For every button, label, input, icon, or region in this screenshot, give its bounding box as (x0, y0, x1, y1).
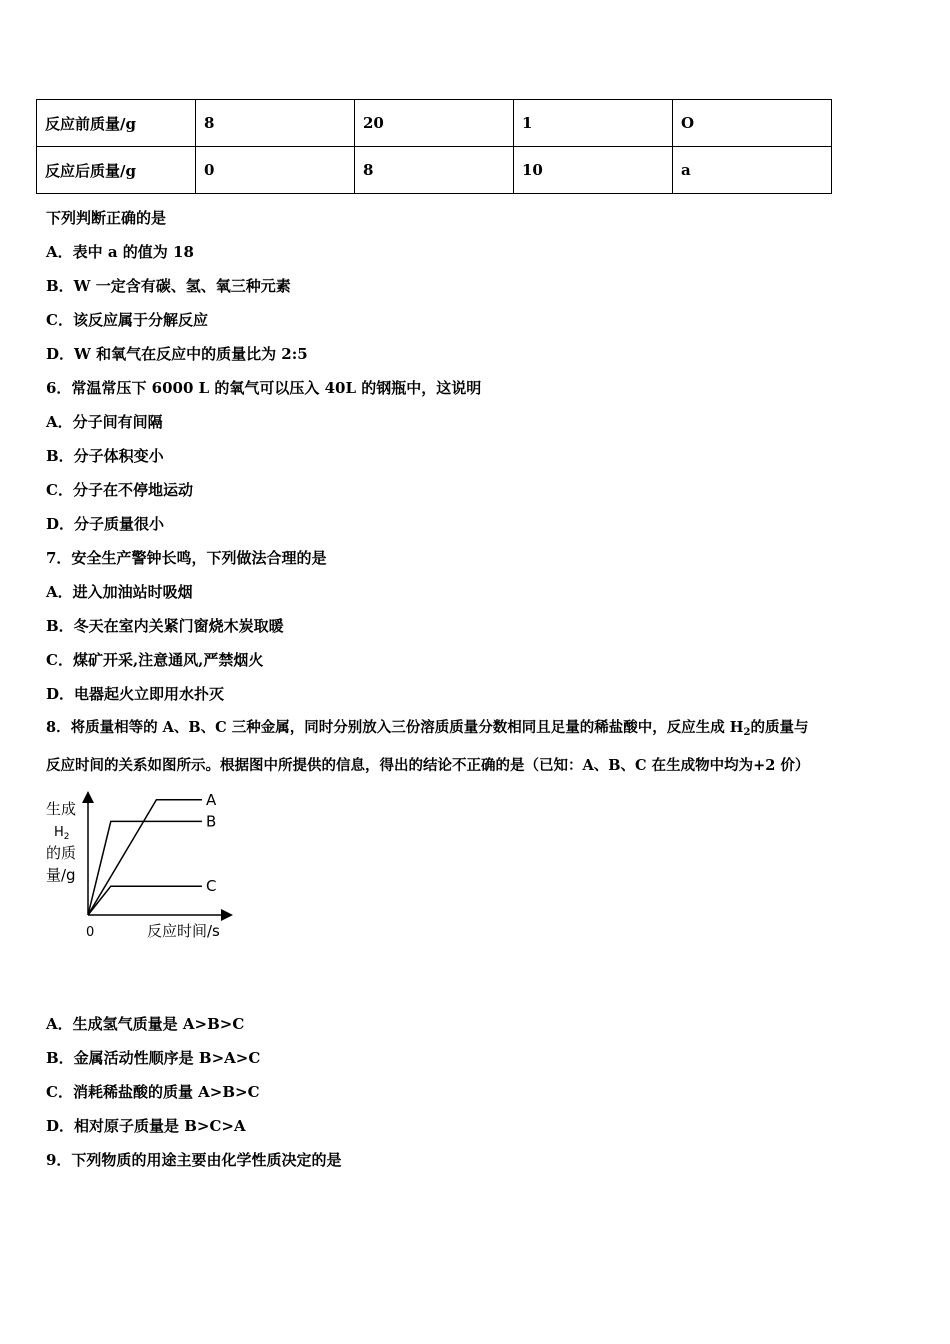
y-axis-label-h: H (54, 825, 64, 840)
series-label-c: C (206, 877, 217, 896)
x-axis-label: 反应时间/s (147, 922, 220, 940)
q5-stem: 下列判断正确的是 (46, 209, 167, 227)
q6-stem: 6．常温常压下 6000 L 的氧气可以压入 40L 的钢瓶中，这说明 (46, 379, 482, 397)
q5-option-c: C．该反应属于分解反应 (46, 311, 208, 329)
q7-stem: 7．安全生产警钟长鸣，下列做法合理的是 (46, 549, 327, 567)
q7-option-b: B．冬天在室内关紧门窗烧木炭取暖 (46, 617, 284, 635)
q6-option-c: C．分子在不停地运动 (46, 481, 193, 499)
y-axis-label-line4: 量/g (46, 866, 76, 884)
series-line-a (88, 800, 202, 915)
q5-option-d: D．W 和氧气在反应中的质量比为 2:5 (46, 345, 308, 363)
table-row (37, 100, 832, 147)
q7-option-a: A．进入加油站时吸烟 (46, 583, 193, 601)
q8-stem-sub: 2 (743, 727, 751, 738)
series-label-a: A (206, 790, 217, 809)
q7-option-d: D．电器起火立即用水扑灭 (46, 685, 225, 703)
q8-stem-part2: 的质量与 (750, 719, 809, 736)
q8-stem (46, 718, 808, 738)
table-cell: O (673, 100, 832, 147)
q9-stem: 9．下列物质的用途主要由化学性质决定的是 (46, 1151, 342, 1169)
table-cell: 8 (355, 147, 514, 194)
series-line-b (88, 821, 202, 915)
series-label-b: B (206, 812, 217, 831)
table-cell: a (673, 147, 832, 194)
q8-option-a: A．生成氢气质量是 A>B>C (46, 1015, 245, 1033)
table-row (37, 147, 832, 194)
table-cell: 20 (355, 100, 514, 147)
q6-option-d: D．分子质量很小 (46, 515, 165, 533)
q6-option-b: B．分子体积变小 (46, 447, 164, 465)
table-cell: 10 (514, 147, 673, 194)
table-cell: 0 (196, 147, 355, 194)
y-axis-label-sub: 2 (63, 832, 70, 842)
series-line-c (88, 886, 202, 915)
row-label: 反应前质量/g (37, 100, 196, 147)
y-axis-label-line1: 生成 (46, 800, 77, 818)
q5-option-a: A．表中 a 的值为 18 (46, 243, 194, 261)
reaction-chart (40, 790, 250, 950)
q6-option-a: A．分子间有间隔 (46, 413, 163, 431)
q7-option-c: C．煤矿开采,注意通风,严禁烟火 (46, 651, 264, 669)
origin-label: 0 (86, 925, 95, 940)
q8-option-d: D．相对原子质量是 B>C>A (46, 1117, 246, 1135)
q8-stem-line2: 反应时间的关系如图所示。根据图中所提供的信息，得出的结论不正确的是（已知：A、B、C 在生成物中均为+2 价） (46, 757, 810, 774)
row-label: 反应后质量/g (37, 147, 196, 194)
q8-option-c: C．消耗稀盐酸的质量 A>B>C (46, 1083, 260, 1101)
y-axis-label-line3: 的质 (46, 844, 77, 862)
data-table (36, 99, 832, 194)
q8-option-b: B．金属活动性顺序是 B>A>C (46, 1049, 261, 1067)
q8-stem-part1: 8．将质量相等的 A、B、C 三种金属，同时分别放入三份溶质质量分数相同且足量的稀盐酸中，反应生成 H (46, 719, 744, 736)
series-layer (88, 791, 217, 915)
table-cell: 1 (514, 100, 673, 147)
y-axis-label-line2 (54, 825, 70, 842)
table-cell: 8 (196, 100, 355, 147)
q5-option-b: B．W 一定含有碳、氢、氧三种元素 (46, 277, 291, 295)
